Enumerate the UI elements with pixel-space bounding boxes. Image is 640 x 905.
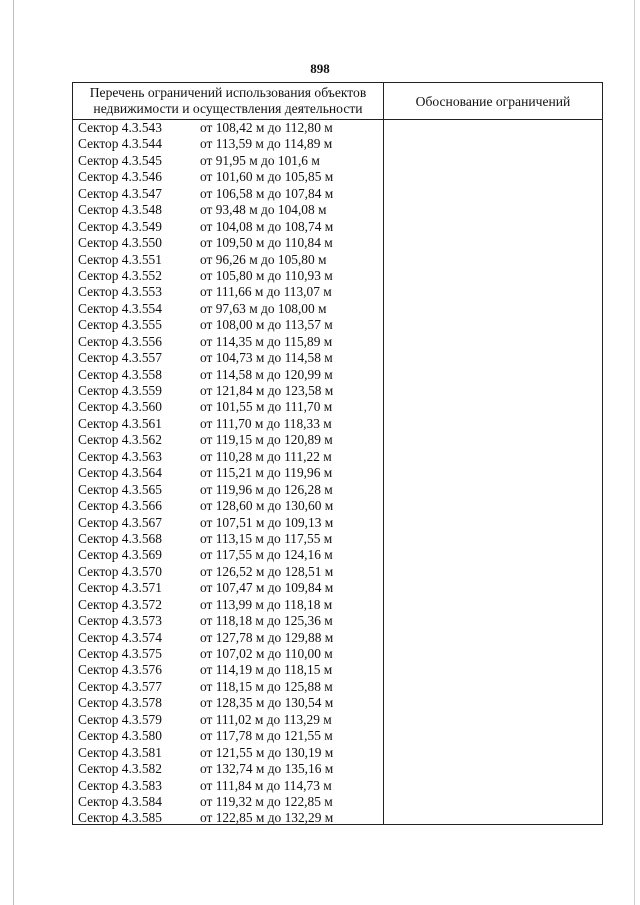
sector-id: Сектор 4.3.567: [78, 514, 162, 530]
table-row: [73, 630, 383, 646]
page-number: 898: [310, 61, 330, 76]
sector-id: Сектор 4.3.569: [78, 547, 162, 563]
sector-id: Сектор 4.3.584: [78, 793, 162, 809]
table-row: [73, 416, 383, 432]
table-row: [73, 268, 383, 284]
table-row: [73, 334, 383, 350]
table-row: [73, 169, 383, 185]
height-range: от 119,96 м до 126,28 м: [200, 481, 333, 497]
sector-id: Сектор 4.3.583: [78, 777, 162, 793]
table-row: [73, 646, 383, 662]
table-header: [73, 83, 602, 120]
table-row: [73, 547, 383, 563]
table-row: [73, 202, 383, 218]
height-range: от 108,42 м до 112,80 м: [200, 120, 333, 135]
height-range: от 111,66 м до 113,07 м: [200, 284, 332, 300]
table-row: [73, 465, 383, 481]
height-range: от 113,99 м до 118,18 м: [200, 596, 333, 612]
sector-id: Сектор 4.3.557: [78, 350, 162, 366]
height-range: от 111,02 м до 113,29 м: [200, 711, 332, 727]
table-row: [73, 794, 383, 810]
height-range: от 132,74 м до 135,16 м: [200, 761, 334, 777]
height-range: от 114,58 м до 120,99 м: [200, 366, 333, 382]
height-range: от 117,78 м до 121,55 м: [200, 728, 333, 744]
scan-left-edge: [13, 0, 14, 905]
table-row: [73, 613, 383, 629]
sector-id: Сектор 4.3.568: [78, 530, 162, 546]
sector-id: Сектор 4.3.548: [78, 202, 162, 218]
sector-id: Сектор 4.3.576: [78, 662, 162, 678]
sector-id: Сектор 4.3.565: [78, 481, 162, 497]
sector-id: Сектор 4.3.550: [78, 235, 162, 251]
table-row: [73, 531, 383, 547]
table-row: [73, 219, 383, 235]
sector-id: Сектор 4.3.545: [78, 152, 162, 168]
table-row: [73, 728, 383, 744]
height-range: от 118,15 м до 125,88 м: [200, 678, 333, 694]
table-body: [73, 120, 383, 827]
sector-id: Сектор 4.3.551: [78, 251, 162, 267]
height-range: от 118,18 м до 125,36 м: [200, 613, 333, 629]
sector-id: Сектор 4.3.573: [78, 613, 162, 629]
sector-id: Сектор 4.3.580: [78, 728, 162, 744]
height-range: от 93,48 м до 104,08 м: [200, 202, 327, 218]
height-range: от 114,35 м до 115,89 м: [200, 333, 333, 349]
table-row: [73, 580, 383, 596]
sector-id: Сектор 4.3.544: [78, 136, 162, 152]
table-row: [73, 350, 383, 366]
sector-id: Сектор 4.3.574: [78, 629, 162, 645]
height-range: от 96,26 м до 105,80 м: [200, 251, 327, 267]
height-range: от 108,00 м до 113,57 м: [200, 317, 333, 333]
table-row: [73, 317, 383, 333]
height-range: от 128,60 м до 130,60 м: [200, 498, 334, 514]
sector-id: Сектор 4.3.547: [78, 185, 162, 201]
sector-id: Сектор 4.3.562: [78, 432, 162, 448]
sector-id: Сектор 4.3.575: [78, 646, 162, 661]
height-range: от 119,32 м до 122,85 м: [200, 793, 333, 809]
sector-id: Сектор 4.3.555: [78, 317, 162, 333]
table-row: [73, 662, 383, 678]
table-row: [73, 186, 383, 202]
height-range: от 107,02 м до 110,00 м: [200, 646, 333, 661]
table-row: [73, 120, 383, 136]
table-row: [73, 399, 383, 415]
sector-id: Сектор 4.3.578: [78, 695, 162, 711]
height-range: от 104,73 м до 114,58 м: [200, 350, 333, 366]
height-range: от 101,60 м до 105,85 м: [200, 169, 334, 185]
table-row: [73, 778, 383, 794]
header-justification: Обоснование ограничений: [415, 94, 571, 109]
table-row: [73, 367, 383, 383]
sector-id: Сектор 4.3.552: [78, 267, 162, 283]
sector-id: Сектор 4.3.563: [78, 448, 162, 464]
height-range: от 127,78 м до 129,88 м: [200, 629, 334, 645]
sector-id: Сектор 4.3.571: [78, 580, 162, 596]
sector-id: Сектор 4.3.570: [78, 563, 162, 579]
table-row: [73, 449, 383, 465]
height-range: от 111,70 м до 118,33 м: [200, 415, 332, 431]
table-row: [73, 136, 383, 152]
height-range: от 104,08 м до 108,74 м: [200, 218, 334, 234]
table-row: [73, 761, 383, 777]
height-range: от 110,28 м до 111,22 м: [200, 448, 332, 464]
table-row: [73, 301, 383, 317]
table-row: [73, 235, 383, 251]
height-range: от 111,84 м до 114,73 м: [200, 777, 332, 793]
height-range: от 121,84 м до 123,58 м: [200, 383, 334, 398]
height-range: от 105,80 м до 110,93 м: [200, 267, 333, 283]
sector-id: Сектор 4.3.572: [78, 596, 162, 612]
sector-id: Сектор 4.3.566: [78, 498, 162, 514]
height-range: от 106,58 м до 107,84 м: [200, 185, 334, 201]
sector-id: Сектор 4.3.558: [78, 366, 162, 382]
height-range: от 128,35 м до 130,54 м: [200, 695, 334, 711]
table-row: [73, 432, 383, 448]
height-range: от 117,55 м до 124,16 м: [200, 547, 333, 563]
sector-id: Сектор 4.3.577: [78, 678, 162, 694]
height-range: от 107,47 м до 109,84 м: [200, 580, 334, 596]
table-row: [73, 498, 383, 514]
sector-id: Сектор 4.3.553: [78, 284, 162, 300]
table-row: [73, 383, 383, 399]
column-divider: [383, 83, 384, 824]
sector-id: Сектор 4.3.554: [78, 300, 162, 316]
sector-id: Сектор 4.3.579: [78, 711, 162, 727]
header-restrictions-list: Перечень ограничений использования объектов недвижимости и осуществления деятельности: [89, 85, 367, 116]
table-row: [73, 252, 383, 268]
sector-id: Сектор 4.3.585: [78, 810, 162, 826]
height-range: от 119,15 м до 120,89 м: [200, 432, 333, 448]
table-row: [73, 482, 383, 498]
table-row: [73, 679, 383, 695]
height-range: от 107,51 м до 109,13 м: [200, 514, 334, 530]
sector-id: Сектор 4.3.543: [78, 120, 162, 135]
height-range: от 113,59 м до 114,89 м: [200, 136, 333, 152]
height-range: от 114,19 м до 118,15 м: [200, 662, 333, 678]
sector-id: Сектор 4.3.559: [78, 383, 162, 398]
scan-right-edge: [634, 0, 635, 905]
height-range: от 91,95 м до 101,6 м: [200, 152, 320, 168]
height-range: от 101,55 м до 111,70 м: [200, 399, 333, 415]
sector-id: Сектор 4.3.556: [78, 333, 162, 349]
table-row: [73, 745, 383, 761]
sector-id: Сектор 4.3.561: [78, 415, 162, 431]
table-row: [73, 695, 383, 711]
restrictions-table: [72, 82, 603, 825]
height-range: от 121,55 м до 130,19 м: [200, 744, 334, 760]
sector-id: Сектор 4.3.582: [78, 761, 162, 777]
sector-id: Сектор 4.3.560: [78, 399, 162, 415]
height-range: от 109,50 м до 110,84 м: [200, 235, 333, 251]
table-row: [73, 810, 383, 826]
height-range: от 126,52 м до 128,51 м: [200, 563, 334, 579]
height-range: от 122,85 м до 132,29 м: [200, 810, 334, 826]
table-row: [73, 284, 383, 300]
sector-id: Сектор 4.3.546: [78, 169, 162, 185]
sector-id: Сектор 4.3.564: [78, 465, 162, 481]
table-row: [73, 597, 383, 613]
height-range: от 97,63 м до 108,00 м: [200, 300, 327, 316]
table-row: [73, 515, 383, 531]
table-row: [73, 153, 383, 169]
sector-id: Сектор 4.3.549: [78, 218, 162, 234]
table-row: [73, 564, 383, 580]
height-range: от 113,15 м до 117,55 м: [200, 530, 333, 546]
table-row: [73, 712, 383, 728]
height-range: от 115,21 м до 119,96 м: [200, 465, 333, 481]
sector-id: Сектор 4.3.581: [78, 744, 162, 760]
